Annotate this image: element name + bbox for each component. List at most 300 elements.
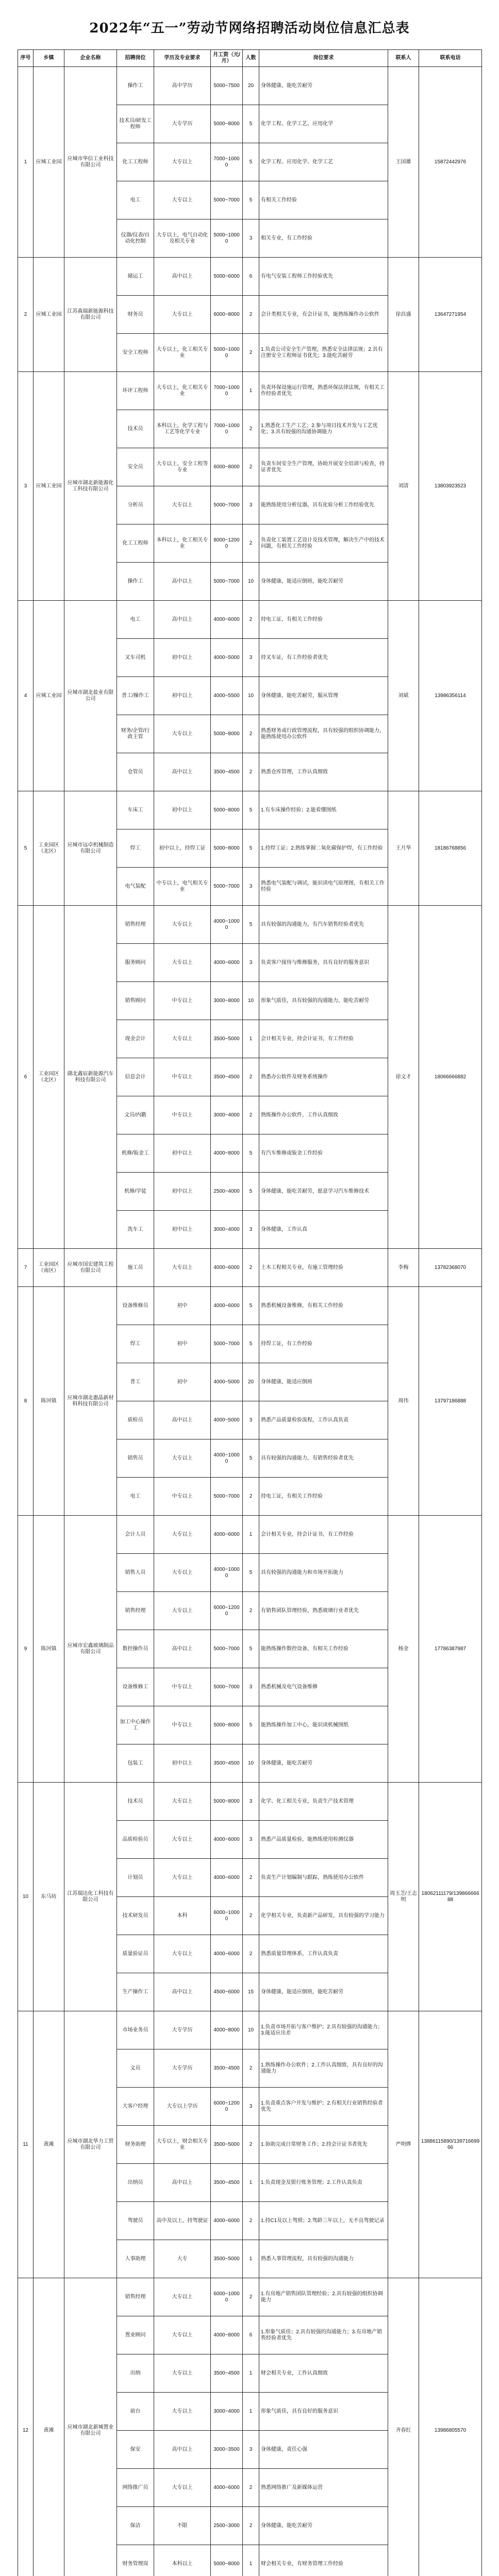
education-cell: 高中以上: [154, 1973, 211, 2011]
education-cell: 本科以上，化学工程与工艺等化学专业: [154, 410, 211, 448]
salary-cell: 3500~5000: [211, 1020, 243, 1058]
job-cell: 质量验证员: [117, 1935, 154, 1973]
education-cell: 大专以上: [154, 1249, 211, 1287]
salary-cell: 4000~6000: [211, 1859, 243, 1897]
requirement-cell: 能熟练使用分析仪器，具有化验分析工作经验优先: [259, 486, 388, 524]
count-cell: 1: [243, 372, 259, 410]
requirement-cell: 持焊工证，有工作经验: [259, 1325, 388, 1363]
requirement-cell: 土木工程相关专业，有施工管理经验: [259, 1249, 388, 1287]
requirement-cell: 1.持焊工证；2.熟练掌握二氧化碳保护焊，有工作经验: [259, 829, 388, 868]
township-cell: 陈河镇: [34, 1516, 64, 1783]
salary-cell: 5000~7000: [211, 868, 243, 906]
contact-cell: 徐昌盛: [388, 258, 419, 372]
job-cell: 财务/企管/行政主管: [117, 715, 154, 753]
table-body: [18, 67, 482, 2576]
education-cell: 本科: [154, 1897, 211, 1935]
count-cell: 2: [243, 715, 259, 753]
count-cell: 2: [243, 410, 259, 448]
requirement-cell: 持电工证，有相关工作经验: [259, 601, 388, 639]
phone-cell: 18062111179/13986666688: [419, 1783, 482, 2011]
job-cell: 数控操作员: [117, 1630, 154, 1668]
requirement-cell: 身体健康，能适应倒班: [259, 1363, 388, 1401]
count-cell: 10: [243, 677, 259, 715]
table-header-row: [18, 50, 482, 67]
count-cell: 5: [243, 829, 259, 868]
salary-cell: 5000~10000: [211, 219, 243, 258]
requirement-cell: 能熟练操作加工中心，能识读机械图纸: [259, 1706, 388, 1744]
education-cell: 大专以上: [154, 486, 211, 524]
count-cell: 5: [243, 1554, 259, 1592]
count-cell: 3: [243, 2431, 259, 2469]
contact-cell: 李梅: [388, 1249, 419, 1287]
salary-cell: 4000~8000: [211, 2316, 243, 2354]
count-cell: 2: [243, 296, 259, 334]
salary-cell: 3500~4500: [211, 753, 243, 791]
phone-cell: 18066666882: [419, 906, 482, 1249]
salary-cell: 5000~7000: [211, 181, 243, 219]
requirement-cell: 身体健康，能吃苦耐劳: [259, 2507, 388, 2545]
count-cell: 2: [243, 2469, 259, 2507]
column-header: 联系电话: [419, 50, 482, 67]
job-cell: 出纳: [117, 2354, 154, 2393]
company-cell: 应城市湖北新能源化工科技有限公司: [64, 372, 117, 601]
salary-cell: 6000~10000: [211, 1897, 243, 1935]
salary-cell: 5000~7000: [211, 1630, 243, 1668]
requirement-cell: 化学工程、化学工艺、应用化学: [259, 105, 388, 143]
requirement-cell: 相关专业，有工作经验: [259, 219, 388, 258]
salary-cell: 3500~4500: [211, 1058, 243, 1096]
table-row: [18, 791, 482, 829]
count-cell: 1: [243, 1516, 259, 1554]
education-cell: 大专以上: [154, 1935, 211, 1973]
salary-cell: 3000~4000: [211, 1096, 243, 1134]
job-cell: 置业顾问: [117, 2316, 154, 2354]
education-cell: 本科以上，化工相关专业: [154, 524, 211, 563]
education-cell: 大专学历: [154, 105, 211, 143]
job-cell: 化工工程师: [117, 143, 154, 181]
salary-cell: 4000~8000: [211, 2011, 243, 2049]
salary-cell: 4000~10000: [211, 1554, 243, 1592]
count-cell: 2: [243, 1058, 259, 1096]
education-cell: 高中学历: [154, 67, 211, 105]
count-cell: 10: [243, 982, 259, 1020]
township-cell: 工业园区（北区）: [34, 906, 64, 1249]
count-cell: 3: [243, 2088, 259, 2126]
phone-cell: 13886115890/13971669966: [419, 2011, 482, 2278]
phone-cell: 13803923523: [419, 372, 482, 601]
requirement-cell: 身体健康，工作认真: [259, 1211, 388, 1249]
education-cell: 初中以上: [154, 1134, 211, 1173]
requirement-cell: 身体健康，能吃苦耐劳，服从管理: [259, 677, 388, 715]
job-cell: 操作工: [117, 563, 154, 601]
count-cell: 2: [243, 1859, 259, 1897]
education-cell: 大专以上: [154, 1592, 211, 1630]
education-cell: 大专以上: [154, 2316, 211, 2354]
job-cell: 电工: [117, 601, 154, 639]
company-cell: 应城市国宏建筑工程有限公司: [64, 1249, 117, 1287]
requirement-cell: 1.负责重点客户开发与维护；2.有相关行业销售经验者优先: [259, 2088, 388, 2126]
requirement-cell: 负责化工装置工艺设计及技术管理，解决生产中的技术问题，有相关工作经验: [259, 524, 388, 563]
count-cell: 10: [243, 563, 259, 601]
job-cell: 市场业务员: [117, 2011, 154, 2049]
job-cell: 销售员: [117, 1439, 154, 1478]
township-cell: 东马坊: [34, 1783, 64, 2011]
education-cell: 大专以上: [154, 2393, 211, 2431]
education-cell: 大专以上: [154, 944, 211, 982]
education-cell: 大专以上，安全工程等专业: [154, 448, 211, 486]
education-cell: 大专以上: [154, 1439, 211, 1478]
count-cell: 3: [243, 868, 259, 906]
count-cell: 20: [243, 67, 259, 105]
count-cell: 3: [243, 639, 259, 677]
township-cell: 黄滩: [34, 2011, 64, 2278]
job-cell: 前台: [117, 2393, 154, 2431]
count-cell: 5: [243, 1325, 259, 1363]
requirement-cell: 财会相关专业，有财务管理工作经验: [259, 2545, 388, 2576]
education-cell: 大专以上: [154, 1783, 211, 1821]
township-cell: 陈河镇: [34, 1287, 64, 1516]
count-cell: 5: [243, 1173, 259, 1211]
salary-cell: 4000~5000: [211, 1401, 243, 1439]
company-cell: 应城市湖北盐业有限公司: [64, 601, 117, 791]
table-row: [18, 906, 482, 944]
education-cell: 中专以上，电气相关专业: [154, 868, 211, 906]
education-cell: 大专以上: [154, 143, 211, 181]
requirement-cell: 熟悉办公软件及财务系统操作: [259, 1058, 388, 1096]
company-cell: 应城市宏鑫玻璃制品有限公司: [64, 1516, 117, 1783]
salary-cell: 5000~10000: [211, 334, 243, 372]
requirement-cell: 会计类相关专业，有会计证书，能熟练操作办公软件: [259, 296, 388, 334]
education-cell: 初中以上: [154, 1211, 211, 1249]
requirement-cell: 熟悉产品质量检验，能熟练使用检测仪器: [259, 1821, 388, 1859]
salary-cell: 3000~4000: [211, 1211, 243, 1249]
job-cell: 安全员: [117, 448, 154, 486]
requirement-cell: 形象气质佳，具有较强的沟通能力，能吃苦耐劳: [259, 982, 388, 1020]
table-row: [18, 258, 482, 296]
requirement-cell: 身体健康，能适应倒班，能吃苦耐劳: [259, 1973, 388, 2011]
count-cell: 2: [243, 1478, 259, 1516]
education-cell: 大专以上: [154, 715, 211, 753]
education-cell: 初中以上: [154, 1744, 211, 1783]
salary-cell: 7000~10000: [211, 410, 243, 448]
salary-cell: 3500~5000: [211, 2126, 243, 2164]
count-cell: 10: [243, 2011, 259, 2049]
education-cell: 大专学历: [154, 2011, 211, 2049]
page-title: 2022年“五一”劳动节网络招聘活动岗位信息汇总表: [89, 21, 410, 36]
table-row: [18, 372, 482, 410]
salary-cell: 2500~3000: [211, 2507, 243, 2545]
job-cell: 服务顾问: [117, 944, 154, 982]
table-row: [18, 2011, 482, 2049]
education-cell: 初中以上: [154, 639, 211, 677]
contact-cell: 徐文才: [388, 906, 419, 1249]
job-cell: 普工: [117, 1363, 154, 1401]
salary-cell: 7000~10000: [211, 372, 243, 410]
requirement-cell: 能熟练操作数控设备，有相关工作经验: [259, 1630, 388, 1668]
requirement-cell: 有相关工作经验: [259, 181, 388, 219]
education-cell: 初中: [154, 1325, 211, 1363]
salary-cell: 3500~4500: [211, 2164, 243, 2202]
job-cell: 技术员: [117, 410, 154, 448]
job-cell: 保安: [117, 2431, 154, 2469]
salary-cell: 5000~8000: [211, 791, 243, 829]
count-cell: 2: [243, 1592, 259, 1630]
salary-cell: 5000~8000: [211, 1783, 243, 1821]
job-cell: 现金会计: [117, 1020, 154, 1058]
count-cell: 1: [243, 2545, 259, 2576]
education-cell: 大专以上: [154, 906, 211, 944]
seq-cell: 9: [18, 1516, 34, 1783]
requirement-cell: 持叉车证，有工作经验者优先: [259, 639, 388, 677]
count-cell: 3: [243, 1211, 259, 1249]
company-cell: 应城市湖北华力工贸有限公司: [64, 2011, 117, 2278]
contact-cell: 周玉芝/王志明: [388, 1783, 419, 2011]
salary-cell: 6000~12000: [211, 1592, 243, 1630]
salary-cell: 4000~6000: [211, 1821, 243, 1859]
job-cell: 销售经理: [117, 906, 154, 944]
count-cell: 1: [243, 2240, 259, 2278]
job-cell: 生产操作工: [117, 1973, 154, 2011]
count-cell: 2: [243, 1897, 259, 1935]
requirement-cell: 形象气质佳，具有良好的服务意识: [259, 2393, 388, 2431]
job-cell: 普工/操作工: [117, 677, 154, 715]
count-cell: 5: [243, 1287, 259, 1325]
salary-cell: 2500~4000: [211, 1173, 243, 1211]
job-cell: 财务助理: [117, 2126, 154, 2164]
salary-cell: 6000~8000: [211, 448, 243, 486]
recruitment-table: [18, 49, 482, 2576]
requirement-cell: 1.持C1及以上驾照；2.驾龄三年以上，无不良驾驶记录: [259, 2202, 388, 2240]
count-cell: 15: [243, 1973, 259, 2011]
education-cell: 初中: [154, 1287, 211, 1325]
education-cell: 高中以上: [154, 258, 211, 296]
count-cell: 5: [243, 1630, 259, 1668]
salary-cell: 5000~8000: [211, 105, 243, 143]
job-cell: 叉车司机: [117, 639, 154, 677]
count-cell: 5: [243, 1706, 259, 1744]
company-cell: 应城市湖北新城置业有限公司: [64, 2278, 117, 2576]
salary-cell: 3500~4500: [211, 2049, 243, 2088]
count-cell: 2: [243, 1096, 259, 1134]
requirement-cell: 具有较强的沟通能力和市场开拓能力: [259, 1554, 388, 1592]
count-cell: 1: [243, 2393, 259, 2431]
count-cell: 2: [243, 2202, 259, 2240]
salary-cell: 3000~3500: [211, 2431, 243, 2469]
education-cell: 本科以上: [154, 2545, 211, 2576]
job-cell: 质检员: [117, 1401, 154, 1439]
count-cell: 3: [243, 1821, 259, 1859]
salary-cell: 6000~10000: [211, 2278, 243, 2316]
seq-cell: 2: [18, 258, 34, 372]
requirement-cell: 财会相关专业，工作认真细致: [259, 2354, 388, 2393]
education-cell: 大专以上: [154, 1516, 211, 1554]
salary-cell: 5000~8000: [211, 1706, 243, 1744]
count-cell: 3: [243, 486, 259, 524]
seq-cell: 10: [18, 1783, 34, 2011]
requirement-cell: 1.负责现金及银行账务管理；2.工作认真负责: [259, 2164, 388, 2202]
salary-cell: 3500~4500: [211, 2354, 243, 2393]
salary-cell: 5000~7000: [211, 563, 243, 601]
table-row: [18, 1516, 482, 1554]
salary-cell: 5000~6000: [211, 258, 243, 296]
salary-cell: 3000~8000: [211, 982, 243, 1020]
contact-cell: 刘斌: [388, 601, 419, 791]
count-cell: 10: [243, 1744, 259, 1783]
job-cell: 销售顾问: [117, 982, 154, 1020]
requirement-cell: 持电工证，有相关工作经验: [259, 1478, 388, 1516]
contact-cell: 王国雄: [388, 67, 419, 258]
education-cell: 大专以上: [154, 2469, 211, 2507]
seq-cell: 12: [18, 2278, 34, 2576]
phone-cell: 13647271954: [419, 258, 482, 372]
township-cell: 工业园区（北区）: [34, 791, 64, 906]
education-cell: 不限: [154, 2507, 211, 2545]
column-header: 招聘岗位: [117, 50, 154, 67]
contact-cell: 杨金: [388, 1516, 419, 1783]
count-cell: 5: [243, 105, 259, 143]
requirement-cell: 熟悉电气装配与调试，能识读电气原理图，有相关工作经验: [259, 868, 388, 906]
seq-cell: 6: [18, 906, 34, 1249]
education-cell: 初中以上: [154, 677, 211, 715]
salary-cell: 4000~6000: [211, 2202, 243, 2240]
company-cell: 应城市远卓机械制造有限公司: [64, 791, 117, 906]
contact-cell: 周伟: [388, 1287, 419, 1516]
column-header: 月工资（元/月）: [211, 50, 243, 67]
job-cell: 技术研发员: [117, 1897, 154, 1935]
seq-cell: 5: [18, 791, 34, 906]
count-cell: 5: [243, 143, 259, 181]
job-cell: 人事助理: [117, 2240, 154, 2278]
count-cell: 3: [243, 1401, 259, 1439]
job-cell: 信息会计: [117, 1058, 154, 1096]
job-cell: 设备维修员: [117, 1287, 154, 1325]
education-cell: 大专以上，化工相关专业: [154, 372, 211, 410]
table-row: [18, 601, 482, 639]
salary-cell: 5000~7000: [211, 1478, 243, 1516]
job-cell: 销售经理: [117, 1592, 154, 1630]
township-cell: 应城工业园: [34, 258, 64, 372]
education-cell: 大专以上，财会相关专业: [154, 2126, 211, 2164]
phone-cell: 13797186888: [419, 1287, 482, 1516]
education-cell: 中专以上: [154, 982, 211, 1020]
salary-cell: 3500~4500: [211, 1744, 243, 1783]
job-cell: 技术员/研发工程师: [117, 105, 154, 143]
job-cell: 计划员: [117, 1859, 154, 1897]
phone-cell: 15872442976: [419, 67, 482, 258]
salary-cell: 4000~6000: [211, 601, 243, 639]
salary-cell: 7000~10000: [211, 143, 243, 181]
township-cell: 应城工业园: [34, 601, 64, 791]
township-cell: 应城工业园: [34, 67, 64, 258]
seq-cell: 11: [18, 2011, 34, 2278]
company-cell: 江苏瑞达化工科技有限公司: [64, 1783, 117, 2011]
count-cell: 2: [243, 753, 259, 791]
requirement-cell: 会计相关专业，持会计证书，有工作经验: [259, 1516, 388, 1554]
count-cell: 2: [243, 2278, 259, 2316]
job-cell: 会计人员: [117, 1516, 154, 1554]
company-cell: 湖北鑫宸新能源汽车科技有限公司: [64, 906, 117, 1249]
count-cell: 6: [243, 258, 259, 296]
count-cell: 20: [243, 1363, 259, 1401]
salary-cell: 4000~6000: [211, 944, 243, 982]
education-cell: 中专以上: [154, 1058, 211, 1096]
job-cell: 操作工: [117, 67, 154, 105]
job-cell: 焊工: [117, 829, 154, 868]
column-header: 序号: [18, 50, 34, 67]
phone-cell: 17786387987: [419, 1516, 482, 1783]
requirement-cell: 熟悉机械及电气设备维修: [259, 1668, 388, 1706]
job-cell: 驾驶员: [117, 2202, 154, 2240]
job-cell: 设备维修工: [117, 1668, 154, 1706]
count-cell: 2: [243, 448, 259, 486]
contact-cell: 齐春红: [388, 2278, 419, 2576]
salary-cell: 5000~7000: [211, 1668, 243, 1706]
education-cell: 中专以上: [154, 1478, 211, 1516]
education-cell: 大专以上: [154, 2278, 211, 2316]
education-cell: 高中以上: [154, 1401, 211, 1439]
job-cell: 焊工: [117, 1325, 154, 1363]
count-cell: 3: [243, 1783, 259, 1821]
job-cell: 机修/学徒: [117, 1173, 154, 1211]
salary-cell: 3000~4000: [211, 2393, 243, 2431]
table-row: [18, 1249, 482, 1287]
requirement-cell: 负责车间安全生产管理，协助开展安全培训与检查，持证者优先: [259, 448, 388, 486]
education-cell: 大专以上，电气自动化及相关专业: [154, 219, 211, 258]
education-cell: 中专以上: [154, 1668, 211, 1706]
requirement-cell: 1.负责市场开拓与客户维护；2.具有较强的沟通能力；3.能适应出差: [259, 2011, 388, 2049]
count-cell: 3: [243, 1668, 259, 1706]
job-cell: 仓管员: [117, 753, 154, 791]
count-cell: 1: [243, 1020, 259, 1058]
phone-cell: 13986805570: [419, 2278, 482, 2576]
count-cell: 2: [243, 2126, 259, 2164]
job-cell: 包装工: [117, 1744, 154, 1783]
count-cell: 1: [243, 2354, 259, 2393]
requirement-cell: 具有较强的沟通能力，有汽车销售经验者优先: [259, 906, 388, 944]
phone-cell: 13986356114: [419, 601, 482, 791]
education-cell: 大专以上: [154, 2354, 211, 2393]
education-cell: 大专: [154, 2240, 211, 2278]
phone-cell: 18186768856: [419, 791, 482, 906]
count-cell: 2: [243, 334, 259, 372]
count-cell: 5: [243, 1134, 259, 1173]
job-cell: 车床工: [117, 791, 154, 829]
requirement-cell: 身体健康，能吃苦耐劳: [259, 67, 388, 105]
salary-cell: 3500~5000: [211, 2240, 243, 2278]
job-cell: 财务员: [117, 296, 154, 334]
job-cell: 网络推广员: [117, 2469, 154, 2507]
salary-cell: 6000~12000: [211, 2088, 243, 2126]
job-cell: 加工中心操作工: [117, 1706, 154, 1744]
education-cell: 大专以上: [154, 181, 211, 219]
requirement-cell: 具有较强的沟通能力，有销售经验者优先: [259, 1439, 388, 1478]
education-cell: 初中: [154, 1363, 211, 1401]
requirement-cell: 1.协助完成日常财务工作；2.持会计证书者优先: [259, 2126, 388, 2164]
education-cell: 初中以上，持焊工证: [154, 829, 211, 868]
requirement-cell: 熟悉人事管理流程，具有较强的沟通能力: [259, 2240, 388, 2278]
education-cell: 大专以上: [154, 1554, 211, 1592]
column-header: 岗位要求: [259, 50, 388, 67]
count-cell: 2: [243, 1935, 259, 1973]
requirement-cell: 1.熟练操作办公软件；2.工作认真细致，具有良好的沟通能力: [259, 2049, 388, 2088]
salary-cell: 4000~5000: [211, 639, 243, 677]
requirement-cell: 化学相关专业，负责新产品研发，具有较强的学习能力: [259, 1897, 388, 1935]
count-cell: 6: [243, 2316, 259, 2354]
job-cell: 电工: [117, 181, 154, 219]
job-cell: 化工工程师: [117, 524, 154, 563]
job-cell: 分析员: [117, 486, 154, 524]
table-row: [18, 1287, 482, 1325]
